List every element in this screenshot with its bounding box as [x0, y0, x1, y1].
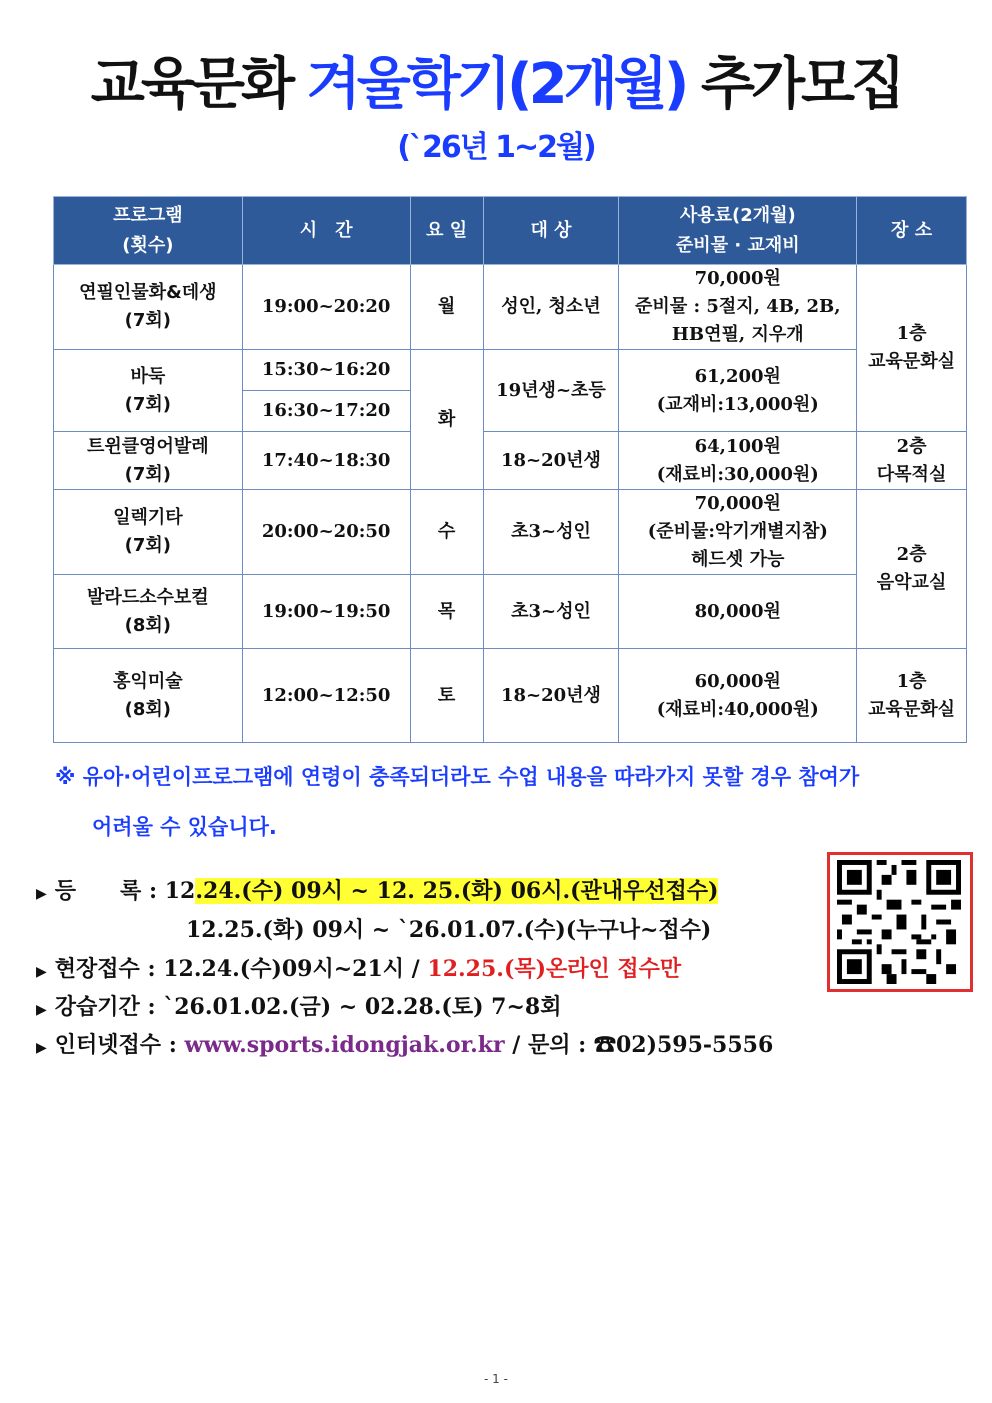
- header-fee: 사용료(2개월) 준비물 · 교재비: [619, 197, 857, 265]
- register-info-line2: 12.25.(화) 09시 ~ `26.01.07.(수)(누구나~접수): [186, 917, 712, 943]
- register-info: ▶ 등 록 : 12.24.(수) 09시 ~ 12. 25.(화) 06시.(관내우선접수): [36, 878, 719, 904]
- triangle-bullet-icon: ▶: [36, 1040, 47, 1056]
- program-name: 홍익미술 (8회): [54, 649, 243, 743]
- program-day: 토: [410, 649, 483, 743]
- program-place: 1층 교육문화실: [857, 649, 967, 743]
- program-fee: 64,100원 (재료비:30,000원): [619, 432, 857, 490]
- table-row: [54, 265, 967, 350]
- header-time: 시 간: [242, 197, 410, 265]
- program-name: 바둑 (7회): [54, 350, 243, 432]
- program-fee: 60,000원 (재료비:40,000원): [619, 649, 857, 743]
- title-part3: 추가모집: [700, 52, 902, 117]
- contact-phone: ☎02)595-5556: [593, 1032, 774, 1058]
- title-part1: 교육문화: [90, 52, 292, 117]
- program-time: 15:30~16:20: [242, 350, 410, 391]
- triangle-bullet-icon: ▶: [36, 886, 47, 902]
- header-program: 프로그램 (횟수): [54, 197, 243, 265]
- program-day: 수: [410, 490, 483, 575]
- program-day: 월: [410, 265, 483, 350]
- program-target: 초3~성인: [483, 575, 619, 649]
- program-place: 1층 교육문화실: [857, 265, 967, 432]
- internet-info: ▶ 인터넷접수 : www.sports.idongjak.or.kr / 문의 : ☎02)595-5556: [36, 1032, 774, 1058]
- program-fee: 70,000원 (준비물:악기개별지참) 헤드셋 가능: [619, 490, 857, 575]
- notice-text: ※ 유아·어린이프로그램에 연령이 충족되더라도 수업 내용을 따라가지 못할 경우 참여가 어려울 수 있습니다.: [55, 765, 860, 839]
- program-target: 초3~성인: [483, 490, 619, 575]
- table-row: [54, 350, 967, 391]
- program-name: 트윈클영어발레 (7회): [54, 432, 243, 490]
- program-fee: 80,000원: [619, 575, 857, 649]
- program-time: 19:00~19:50: [242, 575, 410, 649]
- program-time: 19:00~20:20: [242, 265, 410, 350]
- triangle-bullet-icon: ▶: [36, 964, 47, 980]
- program-time: 12:00~12:50: [242, 649, 410, 743]
- program-place: 2층 다목적실: [857, 432, 967, 490]
- program-time: 20:00~20:50: [242, 490, 410, 575]
- qr-code[interactable]: [827, 852, 973, 992]
- program-place: 2층 음악교실: [857, 490, 967, 649]
- website-link[interactable]: www.sports.idongjak.or.kr: [184, 1032, 505, 1058]
- page-title: [0, 50, 992, 120]
- table-row: [54, 649, 967, 743]
- header-day: 요 일: [410, 197, 483, 265]
- table-header-row: [54, 197, 967, 265]
- program-day: 화: [410, 350, 483, 490]
- page-subtitle: (`26년 1~2월): [397, 130, 595, 165]
- program-name: 일렉기타 (7회): [54, 490, 243, 575]
- period-info: ▶ 강습기간 : `26.01.02.(금) ~ 02.28.(토) 7~8회: [36, 994, 562, 1020]
- table-row: [54, 490, 967, 575]
- header-place: 장 소: [857, 197, 967, 265]
- program-target: 성인, 청소년: [483, 265, 619, 350]
- program-name: 발라드소수보컬 (8회): [54, 575, 243, 649]
- triangle-bullet-icon: ▶: [36, 1002, 47, 1018]
- onsite-info: ▶ 현장접수 : 12.24.(수)09시~21시 / 12.25.(목)온라인 접수만: [36, 956, 682, 982]
- register-highlight: .24.(수) 09시 ~ 12. 25.(화) 06시.(관내우선접수): [195, 878, 719, 904]
- program-time: 17:40~18:30: [242, 432, 410, 490]
- program-time: 16:30~17:20: [242, 391, 410, 432]
- program-fee: 70,000원 준비물 : 5절지, 4B, 2B, HB연필, 지우개: [619, 265, 857, 350]
- table-row: [54, 575, 967, 649]
- program-fee: 61,200원 (교재비:13,000원): [619, 350, 857, 432]
- program-day: 목: [410, 575, 483, 649]
- title-part2: 겨울학기(2개월): [306, 52, 686, 117]
- table-row: [54, 432, 967, 490]
- program-target: 18~20년생: [483, 432, 619, 490]
- program-name: 연필인물화&데생 (7회): [54, 265, 243, 350]
- program-target: 19년생~초등: [483, 350, 619, 432]
- qr-code-icon: [837, 860, 961, 984]
- onsite-online-only: 12.25.(목)온라인 접수만: [427, 956, 682, 982]
- page-number: - 1 -: [484, 1372, 508, 1386]
- program-table: [53, 196, 967, 743]
- header-target: 대 상: [483, 197, 619, 265]
- program-target: 18~20년생: [483, 649, 619, 743]
